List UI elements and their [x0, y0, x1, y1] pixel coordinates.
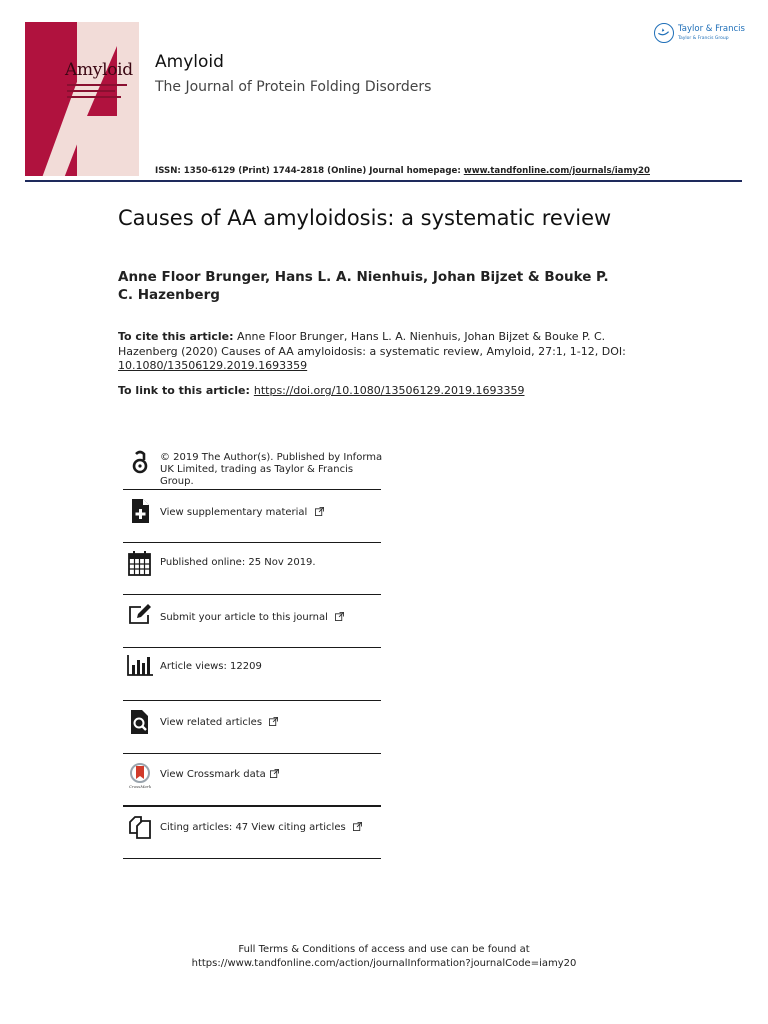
issn-text: ISSN: 1350-6129 (Print) 1744-2818 (Online) Journal homepage:: [155, 166, 464, 176]
citation-block: [118, 330, 638, 374]
publisher-group: Taylor & Francis Group: [678, 36, 729, 41]
external-link-icon: [269, 717, 278, 726]
terms-line: Full Terms & Conditions of access and use can be found at: [238, 944, 530, 955]
external-link-icon: [315, 507, 324, 516]
article-doi-url[interactable]: https://doi.org/10.1080/13506129.2019.1693359: [253, 384, 525, 397]
citation-doi-link[interactable]: 10.1080/13506129.2019.1693359: [118, 359, 308, 372]
edit-pencil-icon: [127, 602, 153, 628]
article-views: Article views: 12209: [160, 661, 262, 672]
terms-url[interactable]: https://www.tandfonline.com/action/journalInformation?journalCode=iamy20: [191, 958, 577, 969]
open-access-icon: [127, 450, 153, 476]
article-title: Causes of AA amyloidosis: a systematic review: [118, 206, 612, 230]
citation-text: Anne Floor Brunger, Hans L. A. Nienhuis, Johan Bijzet & Bouke P. C. Hazenberg (2020) Causes of AA amyloidosis: a systematic review, Amyloid, 27:1, 1-12, DOI:: [118, 330, 626, 358]
license-text: © 2019 The Author(s). Published by Informa UK Limited, trading as Taylor & Francis Group.: [160, 452, 383, 487]
citing-documents-icon: [127, 814, 153, 840]
journal-name: Amyloid: [155, 52, 224, 72]
article-link-label: To link to this article:: [118, 384, 250, 397]
external-link-icon: [270, 769, 279, 778]
journal-cover-image: [25, 22, 139, 176]
publisher-logo[interactable]: [654, 22, 749, 48]
publisher-name: Taylor & Francis: [678, 24, 745, 34]
journal-homepage-link[interactable]: www.tandfonline.com/journals/iamy20: [463, 166, 650, 176]
publisher-logo-icon: [654, 23, 674, 43]
document-plus-icon: [127, 498, 153, 524]
article-link-block: [118, 384, 524, 397]
crossmark-link[interactable]: View Crossmark data: [160, 769, 279, 781]
citation-label: To cite this article:: [118, 330, 234, 343]
related-articles-link[interactable]: View related articles: [160, 717, 278, 729]
external-link-icon: [335, 612, 344, 621]
citing-articles-link[interactable]: Citing articles: 47 View citing articles: [160, 822, 362, 834]
published-date: Published online: 25 Nov 2019.: [160, 557, 316, 568]
calendar-icon: [127, 550, 153, 576]
terms-footer: [0, 943, 768, 971]
cover-title: Amyloid: [65, 60, 133, 80]
supplementary-link[interactable]: View supplementary material: [160, 507, 324, 519]
document-search-icon: [127, 709, 153, 735]
cover-letter-a-graphic: [39, 22, 139, 176]
external-link-icon: [353, 822, 362, 831]
journal-subtitle: The Journal of Protein Folding Disorders: [155, 79, 432, 95]
header-divider: [25, 180, 742, 182]
submit-article-link[interactable]: Submit your article to this journal: [160, 612, 344, 624]
article-authors: Anne Floor Brunger, Hans L. A. Nienhuis, Johan Bijzet & Bouke P. C. Hazenberg: [118, 269, 609, 303]
crossmark-logo-text: CrossMark: [128, 784, 152, 789]
issn-line: [155, 166, 650, 176]
bar-chart-icon: [127, 653, 153, 679]
